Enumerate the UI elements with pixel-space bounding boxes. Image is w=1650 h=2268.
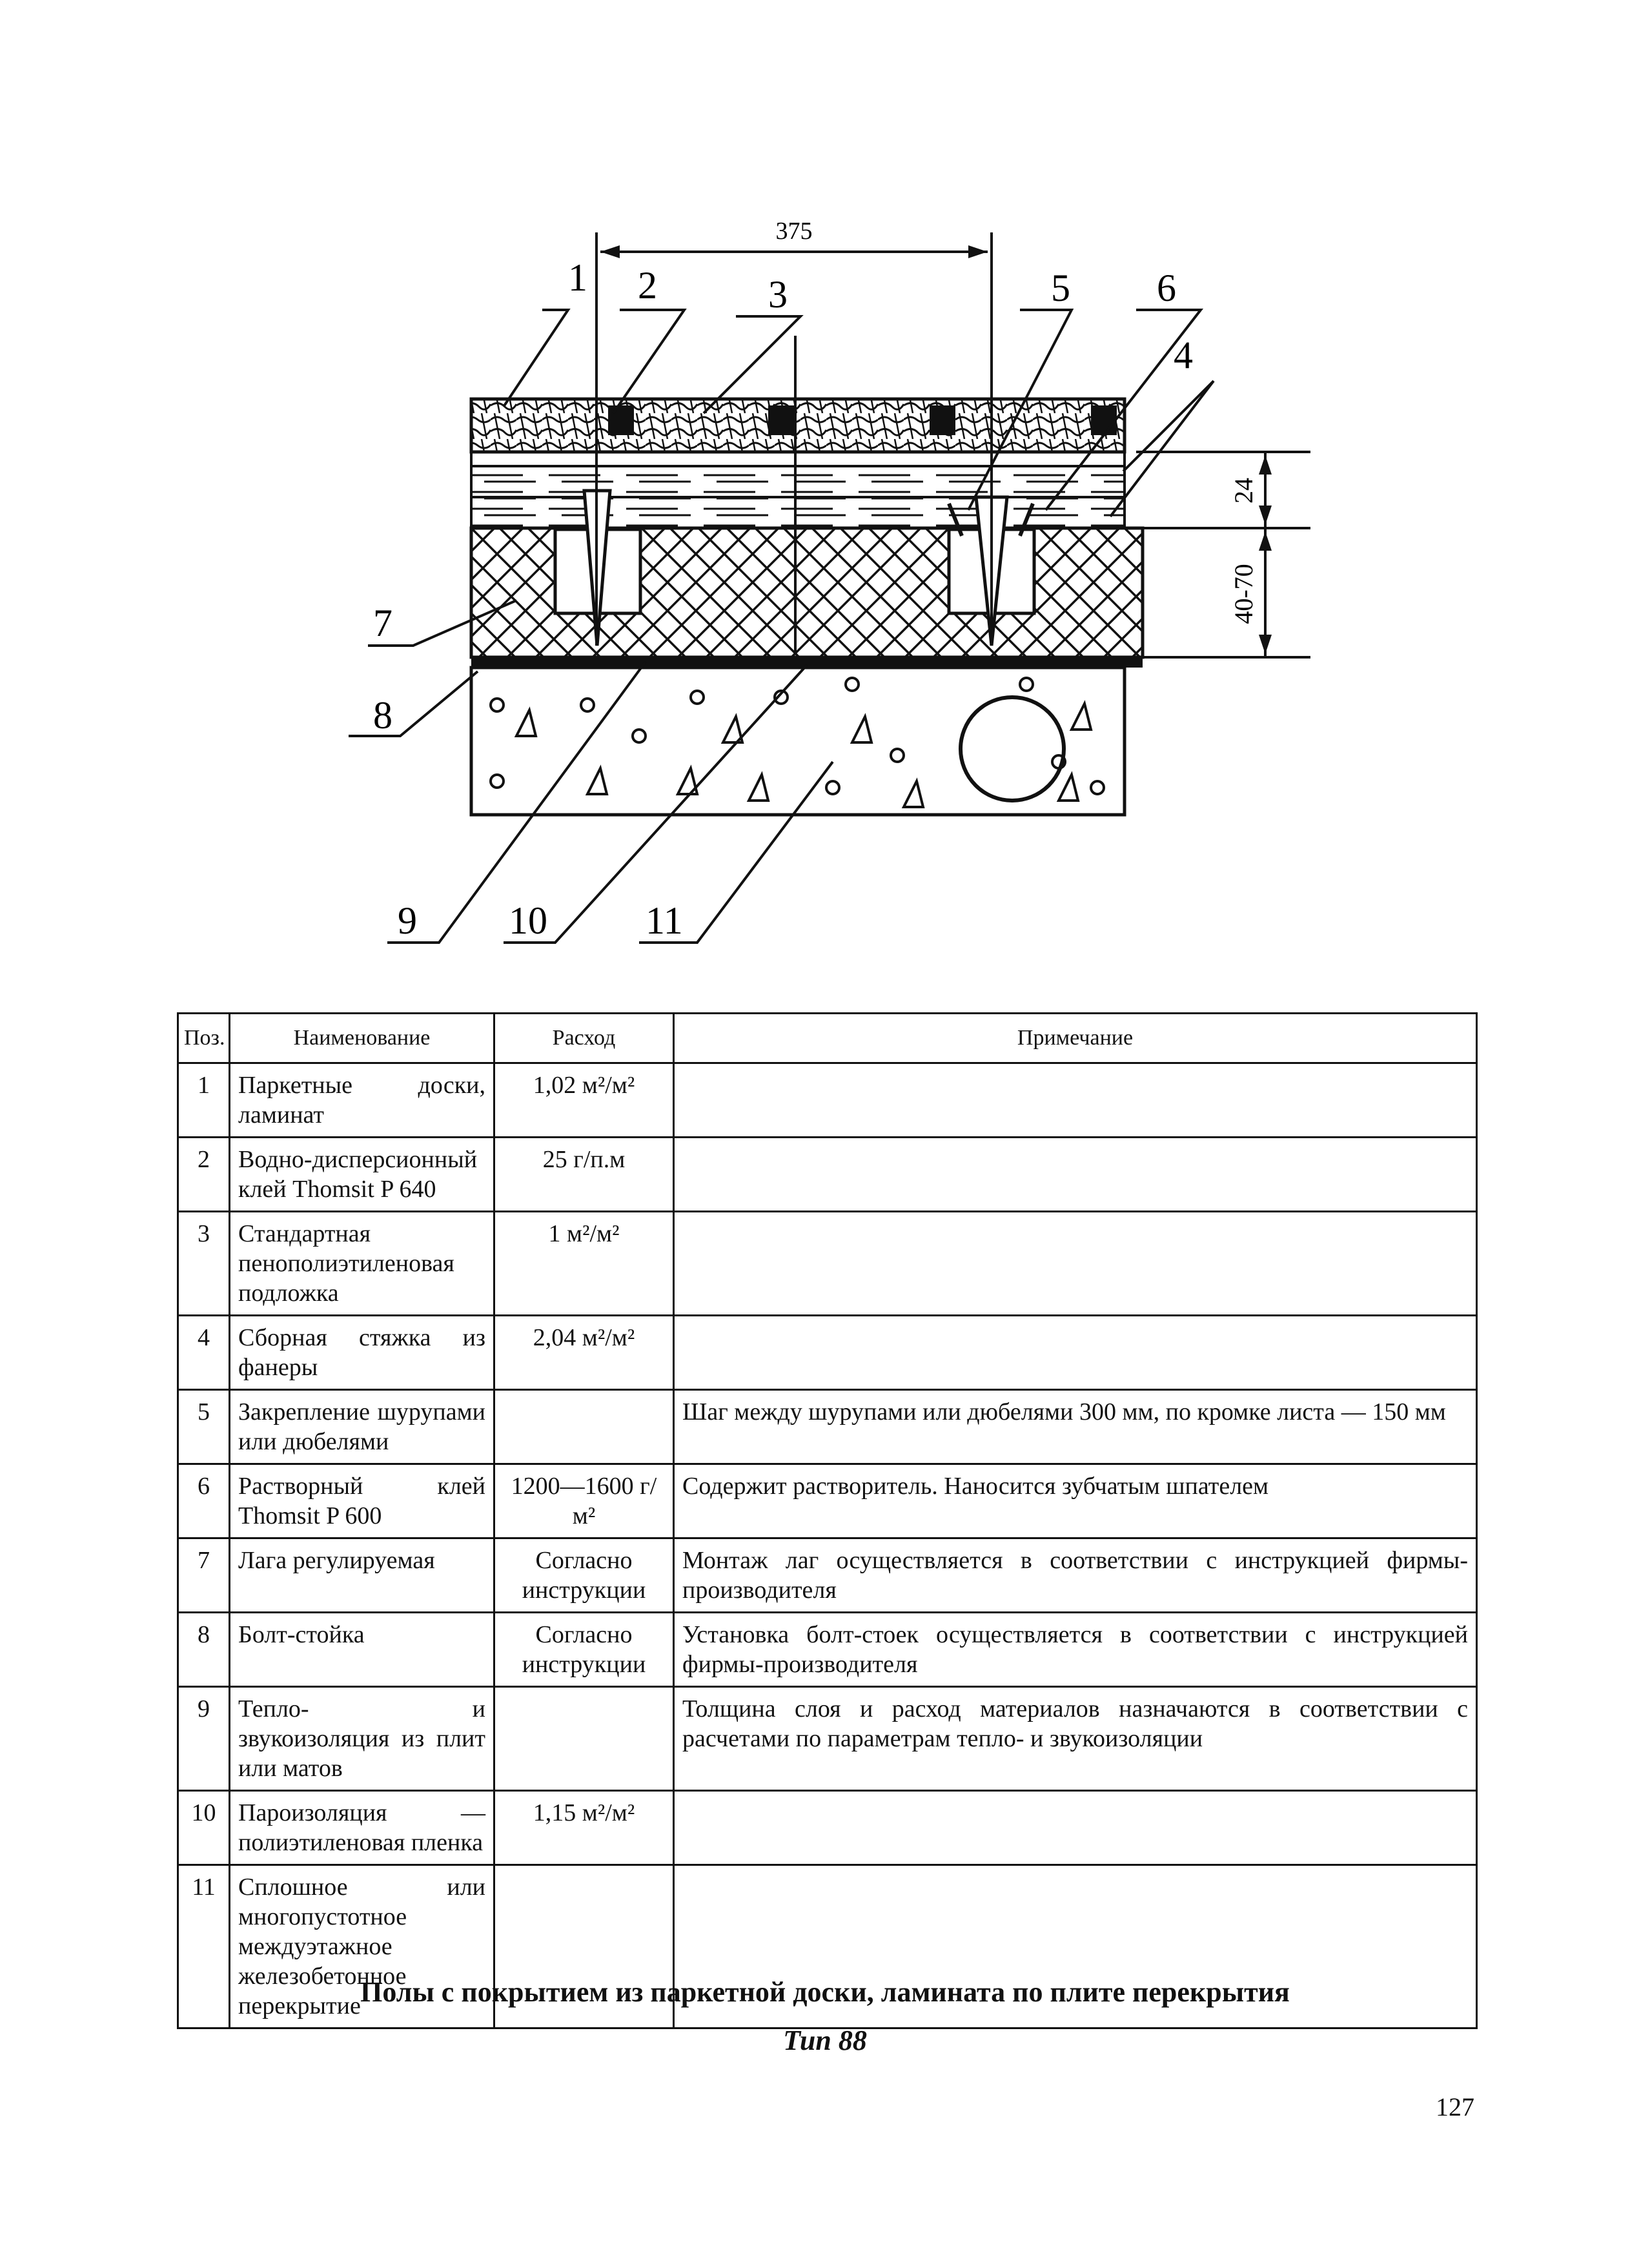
row-rate: 25 г/п.м: [494, 1138, 674, 1212]
type-label: Тип 88: [783, 2025, 867, 2056]
callout-7: 7: [373, 602, 392, 644]
row-name: Водно-дисперсионный клей Thomsit P 640: [230, 1138, 494, 1212]
table-row: [178, 1138, 1477, 1212]
row-note: [674, 1063, 1477, 1138]
row-name: Пароизоляция — полиэтиленовая пленка: [230, 1791, 494, 1865]
figure-caption: Полы с покрытием из паркетной доски, ламината по плите перекрытия: [360, 1976, 1290, 2008]
row-name: Болт-стойка: [230, 1613, 494, 1687]
parquet-board-layer: [471, 399, 1125, 452]
row-pos: 4: [178, 1316, 230, 1390]
row-name: Закрепление шурупами или дюбелями: [230, 1390, 494, 1464]
table-row: [178, 1390, 1477, 1464]
row-name: Тепло- и звукоизоляция из плит или матов: [230, 1687, 494, 1791]
table-row: [178, 1687, 1477, 1791]
row-note: Монтаж лаг осуществляется в соответствии с инструкцией фирмы-производителя: [674, 1538, 1477, 1613]
row-pos: 10: [178, 1791, 230, 1865]
row-rate: [494, 1687, 674, 1791]
row-rate: Согласно инструкции: [494, 1613, 674, 1687]
row-rate: 1 м²/м²: [494, 1212, 674, 1316]
header-note: Примечание: [674, 1014, 1477, 1063]
table-row: [178, 1791, 1477, 1865]
callout-5: 5: [1051, 267, 1070, 309]
floor-section-drawing: [0, 0, 1650, 981]
row-name: Стандартная пенополиэтиленовая подложка: [230, 1212, 494, 1316]
row-name: Лага регулируемая: [230, 1538, 494, 1613]
header-name: Наименование: [230, 1014, 494, 1063]
row-note: [674, 1212, 1477, 1316]
table-body: [178, 1063, 1477, 2028]
table-row: [178, 1212, 1477, 1316]
table-header-row: [178, 1014, 1477, 1063]
board-joint-3: [930, 405, 955, 435]
dimension-top-label: 375: [775, 218, 813, 245]
row-rate: 1,02 м²/м²: [494, 1063, 674, 1138]
plywood-upper-layer: [471, 466, 1125, 497]
table-row: [178, 1063, 1477, 1138]
underlay-layer: [471, 452, 1125, 466]
callout-1: 1: [568, 256, 587, 299]
row-rate: [494, 1390, 674, 1464]
row-pos: 7: [178, 1538, 230, 1613]
board-joint-4: [1091, 405, 1117, 435]
header-rate: Расход: [494, 1014, 674, 1063]
dimension-side-2-label: 40-70: [1229, 564, 1258, 624]
row-note: Установка болт-стоек осуществляется в соответствии с инструкцией фирмы-производителя: [674, 1613, 1477, 1687]
header-pos: Поз.: [178, 1014, 230, 1063]
row-rate: 1,15 м²/м²: [494, 1791, 674, 1865]
dimension-side-1-label: 24: [1229, 478, 1258, 504]
page-number: 127: [1436, 2092, 1474, 2121]
row-note: Шаг между шурупами или дюбелями 300 мм, по кромке листа — 150 мм: [674, 1390, 1477, 1464]
row-note: Толщина слоя и расход материалов назначаются в соответствии с расчетами по параметрам тепло- и звукоизоляции: [674, 1687, 1477, 1791]
row-pos: 11: [178, 1865, 230, 2028]
row-pos: 2: [178, 1138, 230, 1212]
row-pos: 5: [178, 1390, 230, 1464]
callout-8: 8: [373, 694, 392, 737]
callout-3: 3: [768, 273, 788, 316]
table-row: [178, 1538, 1477, 1613]
row-note: [674, 1138, 1477, 1212]
row-rate: Согласно инструкции: [494, 1538, 674, 1613]
row-pos: 3: [178, 1212, 230, 1316]
row-rate: 2,04 м²/м²: [494, 1316, 674, 1390]
row-pos: 6: [178, 1464, 230, 1538]
dim-arrow-left: [600, 245, 620, 258]
callout-6: 6: [1157, 267, 1176, 309]
row-name: Сплошное или многопустотное междуэтажное железобетонное перекрытие: [230, 1865, 494, 2028]
board-joint-1: [608, 405, 634, 435]
callout-2: 2: [638, 264, 657, 307]
table-row: [178, 1464, 1477, 1538]
callout-11: 11: [646, 899, 683, 942]
row-note: Содержит растворитель. Наносится зубчатым шпателем: [674, 1464, 1477, 1538]
callout-10: 10: [509, 899, 547, 942]
row-note: [674, 1791, 1477, 1865]
table-row: [178, 1316, 1477, 1390]
table-row: [178, 1613, 1477, 1687]
row-rate: 1200—1600 г/м²: [494, 1464, 674, 1538]
callout-9: 9: [398, 899, 417, 942]
row-name: Растворный клей Thomsit P 600: [230, 1464, 494, 1538]
row-pos: 8: [178, 1613, 230, 1687]
row-note: [674, 1316, 1477, 1390]
callout-4: 4: [1174, 334, 1193, 376]
slab-void: [961, 697, 1064, 801]
dim-arrow-right: [968, 245, 988, 258]
row-pos: 1: [178, 1063, 230, 1138]
specification-table: [177, 1012, 1478, 2029]
row-name: Паркетные доски, ламинат: [230, 1063, 494, 1138]
row-name: Сборная стяжка из фанеры: [230, 1316, 494, 1390]
board-joint-2: [768, 405, 794, 435]
row-pos: 9: [178, 1687, 230, 1791]
